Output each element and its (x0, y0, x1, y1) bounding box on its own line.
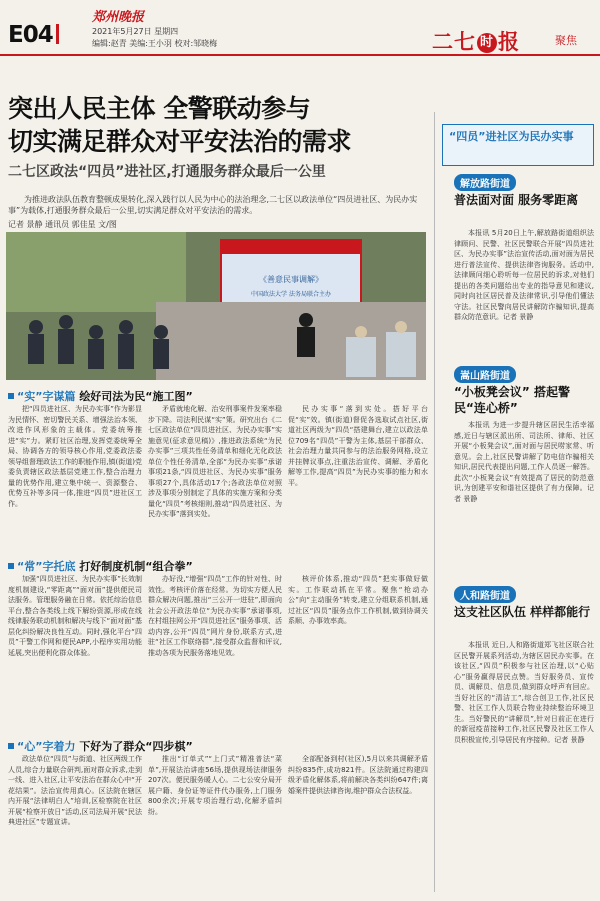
column-divider (434, 112, 435, 892)
section-heading-2: “常”字托底 打好制度机制“组合拳” (8, 558, 428, 574)
sidebar-heading-2: “小板凳会议” 搭起警民“连心桥” (454, 385, 570, 415)
sidebar-tag-2: 嵩山路街道 (454, 366, 516, 383)
section-label: 聚焦 (555, 34, 577, 47)
page-header (0, 0, 600, 56)
dateline: 2021年5月27日 星期四 (92, 27, 179, 36)
section-2-col-1: 加强“四员进社区、为民办实事”长效制度机制建设,“零距离”“面对面”提供便民司法服务。管理服务融在日常。依托综治信息平台,整合各类线上线下解纷资源,形成在线线律服务联动机制和解决与线下“面对面”基层化纠纷解决良性互动。同时,强化平台“四员”干警工作网和便民APP,小程序实用功能延展,突出便利化群众体验。 (8, 575, 142, 657)
banner-text: 《善意民事调解》 (259, 275, 323, 284)
section-heading-1: “实”字谋篇 绘好司法为民“施工图” (8, 388, 428, 404)
section-tag: “实”字谋篇 (8, 390, 75, 403)
section-3-col-1: 政法单位“四员”与街道、社区两级工作人员,综合力量联合研判,面对群众诉求,走到一线、进入社区,让平安法治在群众心中“开花结果”。法治宣传用真心。区法院在辖区内开展“法律明白人”培训,区检察院在社区开展“检察开放日”活动,区司法局开展“民法典进社区”专题宣讲。 (8, 755, 142, 826)
section-3-col-2: 推出“订单式”“上门式”精准普法“菜单”,开展法治讲座56场,提供现场法律服务207次。便民服务暖人心。二七公安分局开展户籍、身份证等证件代办服务,上门服务800余次;开展专项治理行动,化解矛盾纠纷。 (148, 755, 282, 816)
section-1-col-1: 把“四员进社区、为民办实事”作为影显为民情怀、密切警民关系、增强法治本领、改进作风形象的主载体。党委统筹推进“实”力。紧盯社区治理,发挥党委统筹全局、协调各方的领导核心作用,党委政法委领导组督理政法工作的职能作用,镇(街道)党委负责辖区政法基层党建工作,整合治理力量的优势作用,建立集中统一、资源整合、优势互补等多同一体,推进“四员”进社区工作。 (8, 405, 142, 508)
banner-subtext: 中国政法大学 法务局联合主办 (251, 291, 331, 298)
lead-paragraph: 为推进政法队伍教育整顿成果转化,深入践行以人民为中心的法治理念,二七区以政法单位“四员进社区、为民办实事”为载体,打通服务群众最后一公里,切实满足群众对平安法治的需求。 (8, 195, 418, 215)
subheadline: 二七区政法“四员”进社区,打通服务群众最后一公里 (8, 164, 326, 180)
byline: 记者 景静 通讯员 郭佳星 文/图 (8, 220, 117, 229)
sidebar-title-box: “四员”进社区为民办实事 (442, 124, 594, 166)
sidebar-text-3: 本报讯 近日,人和路街道郑飞社区联合社区民警开展系列活动,为辖区居民办实事。在该社区,“四员”积极参与社区治理,以“心贴心”服务赢得居民点赞。当好服务员、宣传员、调解员、信息员,做到群众呼声有回应。当好社区的“清洁工”,综合创卫工作,社区民警、社区工作人员联合物业持续整治环境卫生。当好警民的“讲解员”,针对日前正在进行的新冠疫苗接种工作,社区民警及社区工作人员积极宣传,引导居民有序接种。记者 景静 (454, 641, 594, 744)
brand-badge: 时 (477, 33, 497, 53)
section-tag: “心”字着力 (8, 740, 75, 753)
sidebar-text-1: 本报讯 5月20日上午,解放路街道组织法律顾问、民警、社区民警联合开展“四员进社区、为民办实事”法治宣传活动,面对面为居民进行普法宣传、提供法律咨询服务。活动中,法律顾问细心聆听每一位居民的诉求,对他们提出的各类问题给出专业的指导意见和建议,同时向社区居民普及法律常识,引导他们懂法守法。社区民警向居民讲解防诈骗知识,提高群众防范意识。记者 景静 (454, 229, 594, 321)
section-1-col-3: 民办实事“落到实处。搭好平台促“实”效。镇(街道)督促各选取试点社区,街道社区两级为“四员“搭建舞台,建立以政法单位709名“四员”干警为主体,基层干部群众、社会治理力量共同参与的法治服务网格,设立并挂牌议事点,注重法治宣传、调解、矛盾化解等工作,提高“四员”为民办实事的能力和水平。 (288, 405, 428, 487)
section-3-col-3: 全部配备到村(社区),5月以来共调解矛盾纠纷835件,成功821件。区法院通过构建四级矛盾化解体系,将前解决各类纠纷647件;离婚案件提供法律咨询,维护群众合法权益。 (288, 755, 428, 795)
sidebar-tag-3: 人和路街道 (454, 586, 516, 603)
editor-credits: 编辑:赵青 美编:王小羽 校对:邹晓梅 (92, 39, 218, 48)
newspaper-logo: 郑州晚报 (92, 10, 145, 25)
section-1-col-2: 矛盾就地化解、治安刑事案件发案率稳步下降。司法利民谋“实”策。研究出台《二七区政法单位“四员进社区、为民办实事”实施意见(征求意见稿)》,推进政法系统“为民办实事”三项共性任务清单和细化无化政法单位个性任务清单,全部“为民办实事”承诺事项21条,“四员进社区、为民办实事”服务事项27个,具体活动17个;各政法单位对照涉及事项分别制定了具体的实施方案和分类量化“四员”考核细则,推动“四员进社区、为民办实事”落到实处。 (148, 405, 282, 518)
event-photo-illustration (6, 232, 426, 380)
sidebar-heading-3: 这支社区队伍 样样都能行 (454, 605, 591, 619)
section-2-col-2: 办好没,“增强“四员”工作的针对性、时效性。考核评价落在经常。为切实方便人民群众解决问题,推出“三公开一进驻”,即面向社会公开政法单位“为民办实事”承诺事项,在村组挂网公开“四员进社区”服务事项、活动内容,公开“四员”网片身份,联系方式,进驻“社区工作联络群”,接受群众监督和评议,推动各项为民服务落地见效。 (148, 575, 282, 657)
section-2-col-3: 核评价体系,推动“四员”把实事做好做实。工作联动抓在平常。聚焦“枪动办公”向“主动服务”转变,建立分组联系机制,通过社区“四员”服务点作工作机制,做到协调关系顺、办事效率高。 (288, 575, 428, 625)
section-heading-3: “心”字着力 下好为了群众“四步棋” (8, 738, 428, 754)
headline: 突出人民主体 全警联动参与 切实满足群众对平安法治的需求 (8, 94, 352, 156)
page-number: E04 (8, 22, 59, 48)
sidebar-text-2: 本报讯 为进一步提升辖区居民生活幸福感,近日与辖区派出所、司法所、律师、社区开展“小板凳会议”,面对面与居民唠家常、听意见。会上,社区民警讲解了防电信诈骗相关知识,居民代表提出问题,工作人员逐一解答。此次“小板凳会议”有效提高了居民的防范意识,为创建平安和谐社区提供了有力保障。记者 景静 (454, 421, 594, 503)
section-tag: “常”字托底 (8, 560, 75, 573)
news-photo (6, 232, 426, 380)
sidebar-heading-1: 普法面对面 服务零距离 (454, 193, 579, 207)
sidebar-tag-1: 解放路街道 (454, 174, 516, 191)
section-brand: 二七 时 报 (432, 30, 520, 54)
